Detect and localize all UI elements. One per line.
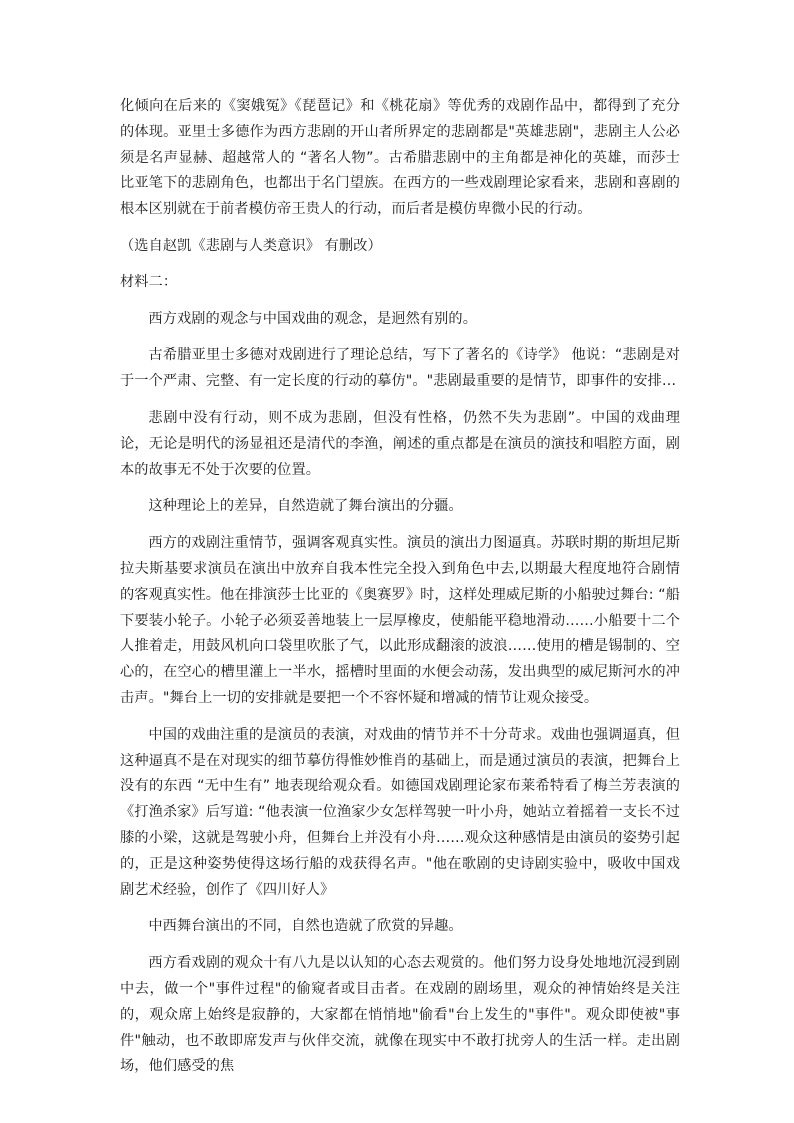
paragraph-intro-continued: 化倾向在后来的《窦娥冤》《琵琶记》和《桃花扇》等优秀的戏剧作品中，都得到了充分的体现。亚里士多德作为西方悲剧的开山者所界定的悲剧都是"英雄悲剧"，悲剧主人公必须是名声显赫、超越常人的 “著名人物”。古希腊悲剧中的主角都是神化的英雄，而莎士比亚笔下的悲剧角色，也都出于名门望族。在西方的一些戏剧理论家看来，悲剧和喜剧的根本区别就在于前者模仿帝王贵人的行动，而后者是模仿卑微小民的行动。 <box>120 98 680 218</box>
paragraph-body: 西方的戏剧注重情节，强调客观真实性。演员的演出力图逼真。苏联时期的斯坦尼斯拉夫斯基要求演员在演出中放弃自我本性完全投入到角色中去,以期最大程度地符合剧情的客观真实性。他在排演莎士比亚的《奥赛罗》时，这样处理威尼斯的小船驶过舞台: “船下要装小轮子。小轮子必须妥善地装上一层厚橡皮，使船能平稳地滑动……小船要十二个人推着走，用鼓风机向口袋里吹胀了气，以此形成翻滚的波浪……使用的槽是锡制的、空心的，在空心的槽里灌上一半水，摇槽时里面的水便会动荡，发出典型的威尼斯河水的冲击声。"舞台上一切的安排就是要把一个不容怀疑和增减的情节让观众接受。 <box>120 535 680 706</box>
paragraph-body: 这种理论上的差异，自然造就了舞台演出的分疆。 <box>148 498 463 515</box>
section-heading-material-two: 材料二： <box>120 273 178 290</box>
paragraph-body: 悲剧中没有行动，则不成为悲剧，但没有性格，仍然不失为悲剧”。中国的戏曲理论，无论是明代的汤显祖还是清代的李渔，阐述的重点都是在演员的演技和唱腔方面，剧本的故事无不处于次要的位置。 <box>120 409 680 478</box>
paragraph-body: 中国的戏曲注重的是演员的表演，对戏曲的情节并不十分苛求。戏曲也强调逼真，但这种逼真不是在对现实的细节摹仿得惟妙惟肖的基础上，而是通过演员的表演，把舞台上没有的东西 “无中生有” 地表现给观众看。如德国戏剧理论家布莱希特看了梅兰芳表演的《打渔杀家》后写道: “他表演一位渔家少女怎样驾驶一叶小舟，她站立着摇着一支长不过膝的小梁，这就是驾驶小舟，但舞台上并没有小舟……观众这种感情是由演员的姿势引起的，正是这种姿势使得这场行船的戏获得名声。"他在歌剧的史诗剧实验中，吸收中国戏剧艺术经验，创作了《四川好人》 <box>120 726 680 898</box>
paragraph-body: 中西舞台演出的不同，自然也造就了欣赏的异趣。 <box>148 918 463 935</box>
source-citation: （选自赵凯《悲剧与人类意识》 有删改） <box>120 237 382 254</box>
paragraph-body: 西方看戏剧的观众十有八九是以认知的心态去观赏的。他们努力设身处地地沉浸到剧中去，做一个"事件过程"的偷窥者或目击者。在戏剧的剧场里，观众的神情始终是关注的，观众席上始终是寂静的，大家都在悄悄地"偷看"台上发生的"事件"。观众即使被"事件"触动，也不敢即席发声与伙伴交流，就像在现实中不敢打扰旁人的生活一样。走出剧场，他们感受的焦 <box>120 955 680 1075</box>
paragraph-body: 古希腊亚里士多德对戏剧进行了理论总结，写下了著名的《诗学》 他说：“悲剧是对于一个严肃、完整、有一定长度的行动的摹仿"。"悲剧最重要的是情节，即事件的安排… <box>120 347 680 390</box>
paragraph-body: 西方戏剧的观念与中国戏曲的观念，是迥然有别的。 <box>148 310 478 327</box>
document-page <box>120 94 680 1080</box>
